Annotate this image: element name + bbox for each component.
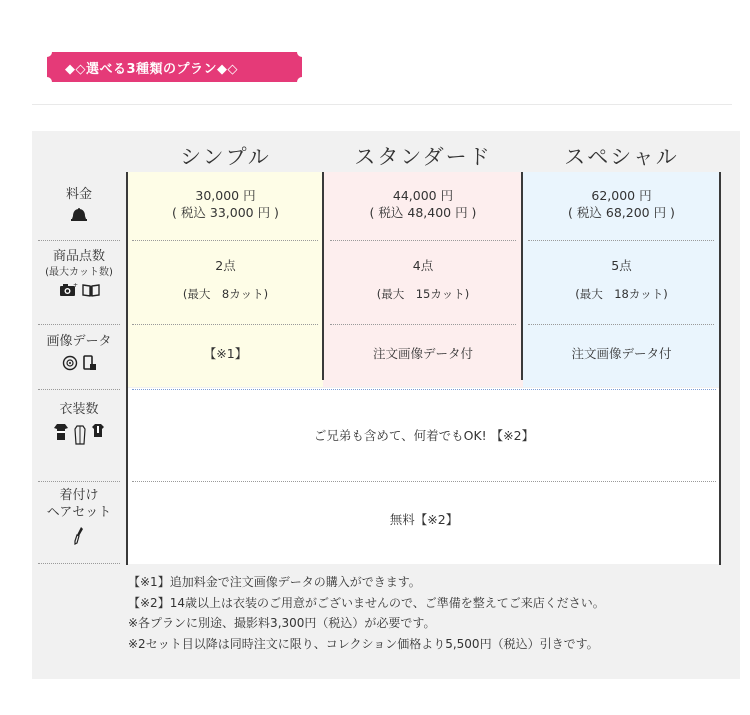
items-cell-simple (128, 258, 323, 302)
row-label-image-data-text: 画像データ (46, 334, 112, 349)
price-value: 62,000 円 (591, 188, 652, 203)
row-separator (132, 324, 318, 325)
label-separator (38, 389, 120, 390)
row-label-price-text: 料金 (65, 187, 92, 202)
image-data-cell-special: 注文画像データ付 (571, 346, 672, 361)
items-max: (最大 15カット) (376, 286, 470, 301)
note-3: ※各プランに別途、撮影料3,300円（税込）が必要です。 (128, 616, 436, 630)
label-separator (38, 563, 120, 564)
label-separator (38, 481, 120, 482)
label-separator (38, 240, 120, 241)
dressing-cell: 無料【※2】 (389, 512, 459, 527)
plan-notes (128, 572, 605, 654)
row-separator (330, 240, 516, 241)
phone-icon (83, 355, 97, 371)
table-border-right (719, 172, 721, 565)
note-2: 【※2】14歳以上は衣装のご用意がございませんので、ご準備を整えてご来店ください。 (128, 595, 605, 610)
row-label-image-data (36, 334, 122, 371)
row-separator (132, 389, 716, 390)
book-icon (82, 283, 100, 297)
disc-icon (62, 355, 78, 371)
price-tax: ( 税込 68,200 円 ) (568, 204, 675, 220)
column-header-simple: シンプル (180, 145, 271, 169)
price-value: 44,000 円 (392, 188, 454, 203)
plan-heading-badge (47, 52, 302, 82)
row-label-price (36, 187, 122, 222)
price-cell-standard (323, 188, 523, 222)
items-cell-special (523, 258, 720, 302)
row-label-items-sub: (最大カット数) (45, 266, 113, 278)
costumes-cell: ご兄弟も含めて、何着でもOK! 【※2】 (313, 428, 535, 443)
note-4: ※2セット目以降は同時注文に限り、コレクション価格より5,500円（税込）引きです。 (128, 636, 599, 651)
merged-rows-bg (128, 388, 720, 564)
brush-icon (73, 526, 85, 546)
price-value: 30,000 円 (195, 188, 256, 203)
row-label-items (36, 249, 122, 297)
price-cell-special (523, 188, 720, 222)
row-label-dressing (36, 488, 122, 546)
price-tax: ( 税込 48,400 円 ) (369, 204, 477, 220)
row-label-items-text: 商品点数 (52, 249, 105, 264)
row-separator (528, 240, 714, 241)
price-tax: ( 税込 33,000 円 ) (172, 204, 279, 220)
column-header-standard: スタンダード (354, 145, 492, 169)
kimono-icon (53, 423, 69, 441)
column-header-special: スペシャル (564, 145, 679, 169)
shirt-icon (91, 423, 105, 441)
row-separator (528, 324, 714, 325)
plan-heading (47, 52, 302, 82)
row-label-costumes-text: 衣装数 (59, 402, 99, 417)
svg-text:+: + (72, 281, 78, 289)
section-divider (32, 104, 732, 105)
plan-heading-text: ◆◇選べる3種類のプラン◆◇ (65, 61, 239, 77)
items-count: 4点 (412, 258, 434, 273)
label-separator (38, 324, 120, 325)
camera-icon (59, 283, 77, 297)
items-count: 2点 (215, 258, 236, 273)
table-border-left (126, 172, 128, 565)
note-1: 【※1】追加料金で注文画像データの購入ができます。 (128, 575, 421, 589)
row-label-dressing-text-2: ヘアセット (46, 504, 112, 520)
items-count: 5点 (611, 258, 632, 273)
items-max: (最大 8カット) (182, 286, 269, 301)
price-cell-simple (128, 188, 323, 222)
items-cell-standard (323, 258, 523, 302)
row-separator (132, 240, 318, 241)
row-separator (132, 481, 716, 482)
row-label-dressing-text: 着付け (59, 488, 99, 503)
bell-icon (71, 208, 87, 222)
row-separator (330, 324, 516, 325)
image-data-cell-simple: 【※1】 (203, 346, 248, 361)
items-max: (最大 18カット) (575, 286, 668, 301)
row-label-costumes (36, 402, 122, 445)
dress-icon (74, 423, 86, 445)
image-data-cell-standard: 注文画像データ付 (372, 346, 473, 361)
